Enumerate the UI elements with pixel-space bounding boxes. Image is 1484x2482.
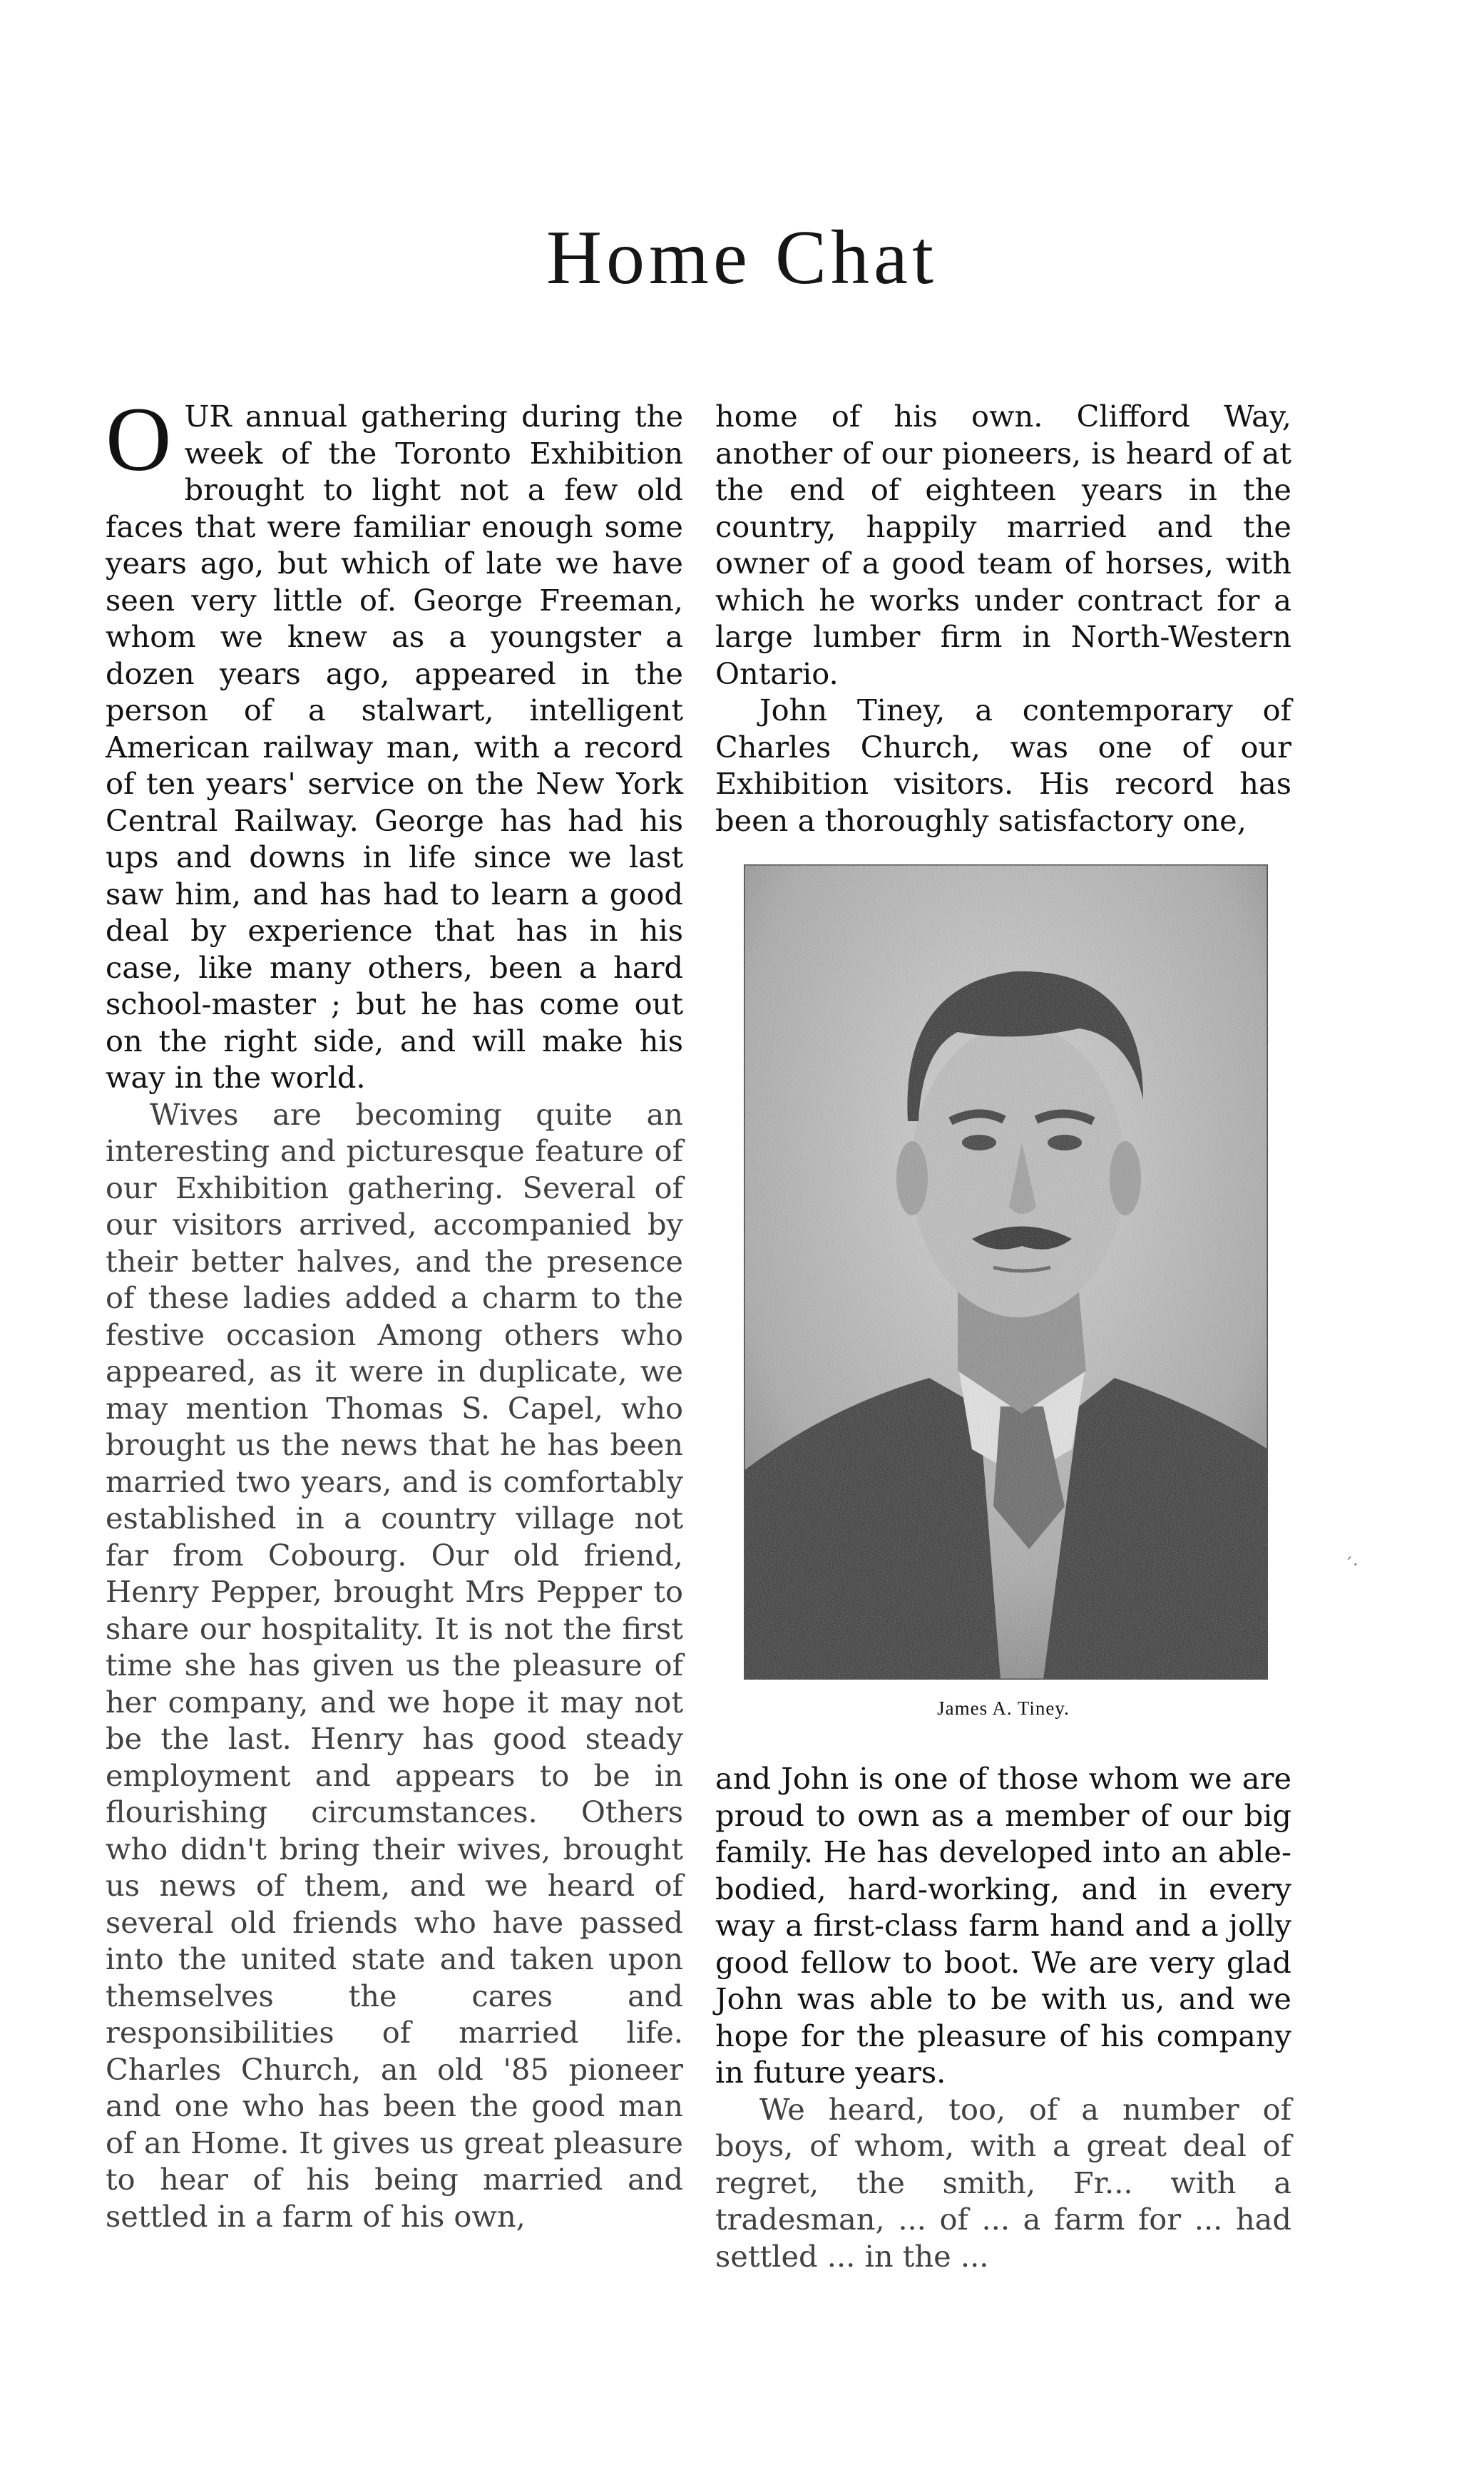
paragraph-oUR-annual — [106, 389, 683, 1096]
dropcap: O — [106, 389, 172, 490]
photo-caption: James A. Tiney. — [937, 1697, 1070, 1719]
paragraph-wives: Wives are becoming quite an interesting and picturesque feature of our Exhibition gathering. Several of our visitors arrived, accompanied by their better halves, and the presence of these ladies added a charm to the festive occasion Among others who appeared, as it were in duplicate, we may mention Thomas S. Capel, who brought us the news that he has been married two years, and is comfortably established in a country village not far from Cobourg. Our old friend, Henry Pepper, brought Mrs Pepper to share our hospitality. It is not the first time she has given us the pleasure of her company, and we hope it may not be the last. Henry has good steady employment and appears to be in flourishing circumstances. Others who didn't bring their wives, brought us news of them, and we heard of several old friends who have passed into the united state and taken upon themselves the cares and responsibilities of married life. Charles Church, an old '85 pioneer and one who has been the good man of an Home. It gives us great pleasure to hear of his being married and settled in a farm of his own, — [106, 1096, 683, 2234]
page-title: Home Chat — [546, 215, 938, 300]
right-column-bottom — [715, 1760, 1291, 2274]
paragraph-we-heard: We heard, too, of a number of boys, of whom, with a great deal of regret, the smith, Fr... with a tradesman, ... of ... a farm for ... had settled ... in the ... — [715, 2091, 1291, 2274]
paragraph-text: annual gathering during the week of the Toronto Exhibition brought to light not a few old faces that were familiar enough some years ago, but which of late we have seen very little of. George Freeman, whom we knew as a youngster a dozen years ago, appeared in the person of a stalwart, intelligent American railway man, with a record of ten years' service on the New York Central Railway. George has had his ups and downs in life since we last saw him, and has had to learn a good deal by experience that has in his case, like many others, been a hard school-master ; but he has come out on the right side, and will make his way in the world. — [106, 399, 683, 1095]
lead-in: UR — [184, 399, 232, 434]
paragraph-clifford-way: home of his own. Clifford Way, another of our pioneers, is heard of at the end of eighteen years in the country, happily married and the owner of a good team of horses, with which he works under contract for a large lumber firm in North-Western Ontario. — [715, 399, 1291, 691]
photo-grain — [744, 864, 1268, 1680]
left-column — [106, 389, 683, 2235]
right-column-top — [715, 398, 1291, 839]
portrait-photo — [744, 864, 1268, 1680]
paragraph-john-proud: and John is one of those whom we are proud to own as a member of our big family. He has developed into an able-bodied, hard-working, and in every way a first-class farm hand and a jolly good fellow to boot. We are very glad John was able to be with us, and we hope for the pleasure of his company in future years. — [715, 1761, 1291, 2090]
paragraph-john-tiney: John Tiney, a contemporary of Charles Church, was one of our Exhibition visitors. His record has been a thoroughly satisfactory one, — [715, 693, 1291, 838]
ink-speck: ´· — [1344, 1555, 1358, 1575]
